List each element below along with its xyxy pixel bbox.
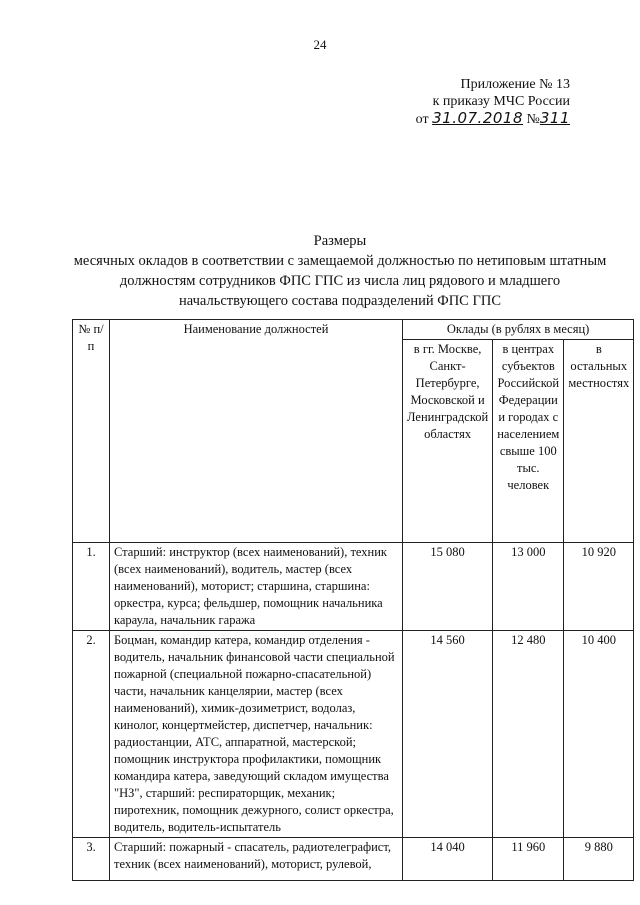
- table-row: [73, 838, 634, 881]
- number-prefix: №: [526, 112, 540, 127]
- row-salary-moscow: 14 040: [403, 838, 493, 881]
- row-position: Старший: инструктор (всех наименований), техник (всех наименований), водитель, мастер (всех наименований), моторист; старшина, старшина: оркестра, курса; фельдшер, помощник начальника караула, начальник гаража: [110, 543, 403, 631]
- header-num: № п/п: [73, 320, 110, 543]
- row-position: Боцман, командир катера, командир отделения - водитель, начальник финансовой части специальной пожарной (специальной пожарно-спасательной) части, начальник канцелярии, мастер (всех наименований), химик-дозиметрист, водолаз, кинолог, концертмейстер, диспетчер, начальник: радиостанции, АТС, аппаратной, мастерской; помощник инструктора профилактики, помощник командира катера, заведующий складом имущества "НЗ", старший: респираторщик, механик; пиротехник, помощник дежурного, солист оркестра, водитель, водитель-испытатель: [110, 631, 403, 838]
- header-salaries: Оклады (в рублях в месяц): [403, 320, 634, 340]
- header-col-moscow: в гг. Москве, Санкт-Петербурге, Московской и Ленинградской областях: [403, 340, 493, 543]
- appendix-block: [360, 76, 570, 128]
- row-position: Старший: пожарный - спасатель, радиотелеграфист, техник (всех наименований), моторист, рулевой,: [110, 838, 403, 881]
- handwritten-date: 31.07.2018: [432, 109, 523, 127]
- row-salary-moscow: 14 560: [403, 631, 493, 838]
- appendix-date-line: [360, 110, 570, 128]
- salary-table: [72, 319, 634, 881]
- header-col-other: в остальных местностях: [564, 340, 634, 543]
- header-position-name: Наименование должностей: [110, 320, 403, 543]
- heading-title: Размеры: [313, 233, 367, 249]
- appendix-order: к приказу МЧС России: [432, 94, 570, 109]
- row-num: 1.: [73, 543, 110, 631]
- heading-subtitle: месячных окладов в соответствии с замещаемой должностью по нетиповым штатным должностям сотрудников ФПС ГПС из числа лиц рядового и младшего начальствующего состава подразделений ФПС ГПС: [73, 253, 607, 309]
- header-col-regional-centers: в центрах субъектов Российской Федерации и городах с населением свыше 100 тыс. человек: [493, 340, 564, 543]
- table-header-row: [73, 320, 634, 340]
- handwritten-number: 311: [539, 109, 570, 127]
- row-salary-regional: 13 000: [493, 543, 564, 631]
- row-num: 3.: [73, 838, 110, 881]
- document-heading: [70, 231, 610, 311]
- row-num: 2.: [73, 631, 110, 838]
- row-salary-other: 10 920: [564, 543, 634, 631]
- page-number: 24: [313, 37, 327, 52]
- row-salary-other: 10 400: [564, 631, 634, 838]
- row-salary-other: 9 880: [564, 838, 634, 881]
- date-prefix: от: [415, 112, 429, 127]
- row-salary-regional: 12 480: [493, 631, 564, 838]
- row-salary-regional: 11 960: [493, 838, 564, 881]
- appendix-title: Приложение № 13: [460, 77, 570, 92]
- table-row: [73, 543, 634, 631]
- table-row: [73, 631, 634, 838]
- row-salary-moscow: 15 080: [403, 543, 493, 631]
